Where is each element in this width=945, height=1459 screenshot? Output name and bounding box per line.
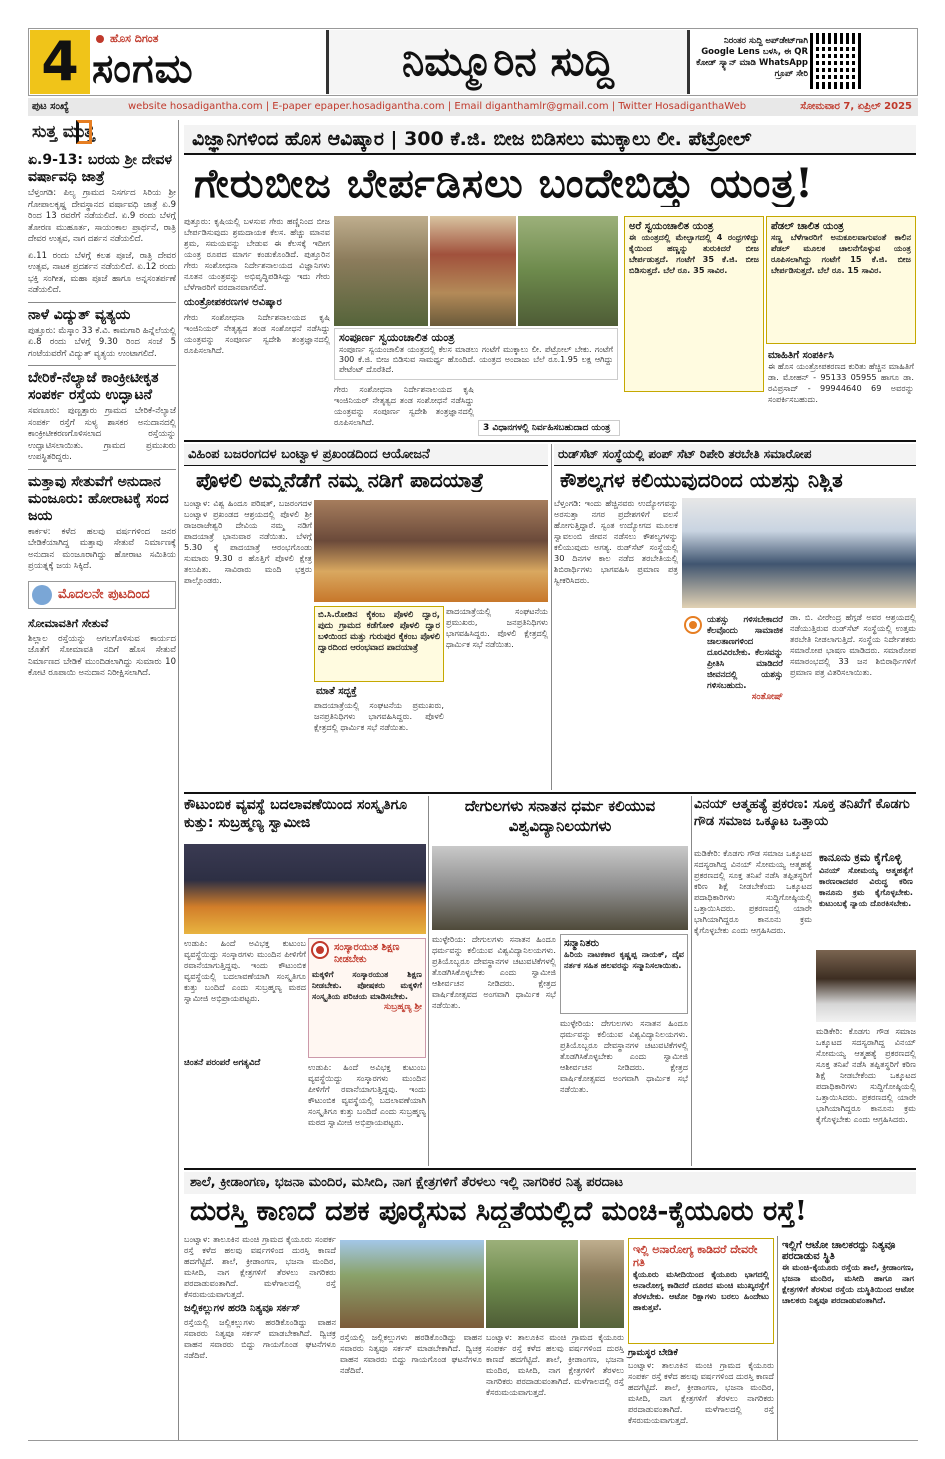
story4-quote-box [308, 938, 426, 1058]
story4-photo [184, 844, 426, 934]
left-column [28, 120, 176, 1440]
story7-photo-2 [486, 1240, 578, 1328]
story2-subhead: ಮಾತೆ ಸದ್ಭಕ್ತೆ [316, 686, 357, 697]
divider [28, 469, 176, 470]
left-headline-4: ಮತ್ತಾವು ಸೇತುವೆಗೆ ಅನುದಾನ ಮಂಜೂರು: ಹೋರಾಟಕ್ಕೆ ಸಂದ ಜಯ [28, 473, 169, 524]
story6-box-body: ವಿನಯ್ ಸೋಮಯ್ಯ ಆತ್ಮಹತ್ಯೆಗೆ ಕಾರಣರಾದವರ ವಿರುದ್ಧ ಕಠಿಣ ಕಾನೂನು ಕ್ರಮ ಕೈಗೊಳ್ಳಬೇಕು. ಕುಟುಂಬಕ್ಕೆ ನ್ಯಾಯ ದೊರಕಿಸಬೇಕು. [819, 865, 913, 908]
pedal-box [766, 216, 916, 344]
story7-kicker: ಶಾಲೆ, ಕ್ರೀಡಾಂಗಣ, ಭಜನಾ ಮಂದಿರ, ಮಸೀದಿ, ನಾಗ ಕ್ಷೇತ್ರಗಳಿಗೆ ತೆರಳಲು ಇಲ್ಲಿ ನಾಗರಿಕರ ನಿತ್ಯ ಪರದಾಟ [190, 1175, 623, 1190]
story7-kicker-bar [184, 1172, 916, 1194]
column-divider [551, 444, 552, 790]
story5-body-2: ಮುಳ್ಳೇರಿಯ: ದೇಗುಲಗಳು ಸನಾತನ ಹಿಂದೂ ಧರ್ಮವನ್ನು ಕಲಿಯುವ ವಿಶ್ವವಿದ್ಯಾನಿಲಯಗಳು. ಪ್ರತಿಯೊಬ್ಬರೂ ದೇವಸ್ಥಾನಗಳ ಚಟುವಟಿಕೆಗಳಲ್ಲಿ ತೊಡಗಿಸಿಕೊಳ್ಳಬೇಕು ಎಂದು ಸ್ವಾಮೀಜಿ ಆಶೀರ್ವಚನ ನೀಡಿದರು. ಕ್ಷೇತ್ರದ ವಾರ್ಷಿಕೋತ್ಸವದ ಅಂಗವಾಗಿ ಧಾರ್ಮಿಕ ಸಭೆ ನಡೆಯಿತು. [560, 1018, 688, 1094]
story7-body-1: ಬಂಟ್ವಾಳ: ತಾಲೂಕಿನ ಮಂಚಿ ಗ್ರಾಮದ ಕೈಯೂರು ಸಂಪರ್ಕ ರಸ್ತೆ ಕಳೆದ ಹಲವು ವರ್ಷಗಳಿಂದ ದುರಸ್ತಿ ಕಾಣದೆ ಹದಗೆಟ್ಟಿದೆ. ಶಾಲೆ, ಕ್ರೀಡಾಂಗಣ, ಭಜನಾ ಮಂದಿರ, ಮಸೀದಿ, ನಾಗ ಕ್ಷೇತ್ರಗಳಿಗೆ ತೆರಳಲು ನಾಗರಿಕರು ಪರದಾಡುವಂತಾಗಿದೆ. ಮಳೆಗಾಲದಲ್ಲಿ ರಸ್ತೆ ಕೆಸರುಮಯವಾಗುತ್ತದೆ. [184, 1234, 336, 1299]
lead-caption-title: ಸಂಪೂರ್ಣ ಸ್ವಯಂಚಾಲಿತ ಯಂತ್ರ [339, 331, 455, 344]
story7-headline: ದುರಸ್ತಿ ಕಾಣದೆ ದಶಕ ಪೂರೈಸುವ ಸಿದ್ಧತೆಯಲ್ಲಿದೆ ಮಂಚಿ-ಕೈಯೂರು ರಸ್ತೆ! [190, 1196, 807, 1227]
column-header [28, 120, 176, 148]
footer-rule [28, 1440, 918, 1441]
story3-group-photo [682, 498, 916, 608]
info-box [766, 348, 916, 438]
story5-body: ಮುಳ್ಳೇರಿಯ: ದೇಗುಲಗಳು ಸನಾತನ ಹಿಂದೂ ಧರ್ಮವನ್ನು ಕಲಿಯುವ ವಿಶ್ವವಿದ್ಯಾನಿಲಯಗಳು. ಪ್ರತಿಯೊಬ್ಬರೂ ದೇವಸ್ಥಾನಗಳ ಚಟುವಟಿಕೆಗಳಲ್ಲಿ ತೊಡಗಿಸಿಕೊಳ್ಳಬೇಕು ಎಂದು ಸ್ವಾಮೀಜಿ ಆಶೀರ್ವಚನ ನೀಡಿದರು. ಕ್ಷೇತ್ರದ ವಾರ್ಷಿಕೋತ್ಸವದ ಅಂಗವಾಗಿ ಧಾರ್ಮಿಕ ಸಭೆ ನಡೆಯಿತು. [432, 934, 556, 1010]
semi-auto-title: ಅರೆ ಸ್ವಯಂಚಾಲಿತ ಯಂತ್ರ [629, 221, 714, 232]
section-rule [184, 1168, 916, 1170]
left-headline-3: ಬೇರಿಕೆ-ನೆಲ್ಯಾಜೆ ಕಾಂಕ್ರೀಟೀಕೃತ ಸಂಪರ್ಕ ರಸ್ತೆಯ ಉದ್ಘಾಟನೆ [28, 370, 159, 403]
story4-quote-body: ಮಕ್ಕಳಿಗೆ ಸಂಸ್ಕಾರಯುತ ಶಿಕ್ಷಣ ನೀಡಬೇಕು. ಪೋಷಕರು ಮಕ್ಕಳಿಗೆ ಸಂಸ್ಕೃತಿಯ ಪರಿಚಯ ಮಾಡಿಸಬೇಕು. [312, 969, 422, 1001]
column-divider [428, 796, 429, 1166]
lead-kicker-bar [184, 125, 916, 155]
lead-photo-3 [518, 216, 618, 326]
left-headline-5: ಸೋಮಾವತಿಗೆ ಸೇತುವೆ [28, 616, 109, 630]
lead-side-caption: 3 ವಿಧಾನಗಳಲ್ಲಿ ನಿರ್ವಹಿಸಬಹುದಾದ ಯಂತ್ರ [478, 420, 620, 436]
lead-caption-box [334, 328, 618, 380]
story2-body: ಬಂಟ್ವಾಳ: ವಿಶ್ವ ಹಿಂದೂ ಪರಿಷತ್, ಬಜರಂಗದಳ ಬಂಟ್ವಾಳ ಪ್ರಖಂಡದ ಆಶ್ರಯದಲ್ಲಿ ಪೊಳಲಿ ಶ್ರೀ ರಾಜರಾಜೇಶ್ವರಿ ದೇವಿಯ ನಮ್ಮ ನಡಿಗೆ ಪಾದಯಾತ್ರೆ ಭಾನುವಾರ ನಡೆಯಿತು. ಬೆಳಗ್ಗೆ 5.30 ಕ್ಕೆ ಪಾದಯಾತ್ರೆ ಆರಂಭಗೊಂಡು ಸುಮಾರು 9.30 ರ ಹೊತ್ತಿಗೆ ಪೊಳಲಿ ಕ್ಷೇತ್ರ ತಲುಪಿತು. ಸಾವಿರಾರು ಮಂದಿ ಭಕ್ತರು ಪಾಲ್ಗೊಂಡರು. [184, 498, 312, 585]
left-para-2: ಏ.11 ರಂದು ಬೆಳಗ್ಗೆ ಕಲಶ ಪೂಜೆ, ರಾತ್ರಿ ದೇವರ ಉತ್ಸವ, ನಾಟಕ ಪ್ರದರ್ಶನ ನಡೆಯಲಿದೆ. ಏ.12 ರಂದು ಭಕ್ತಿ ಸಂಗೀತ, ಮಹಾ ಪೂಜೆ ಹಾಗೂ ಅನ್ನಸಂತರ್ಪಣೆ ನಡೆಯಲಿದೆ. [28, 250, 176, 295]
story3-body-2: ಡಾ. ಬಿ. ವೀರೇಂದ್ರ ಹೆಗ್ಗಡೆ ಅವರ ಆಶ್ರಯದಲ್ಲಿ ನಡೆಯುತ್ತಿರುವ ರುಡ್‌ಸೆಟ್ ಸಂಸ್ಥೆಯಲ್ಲಿ ಉತ್ತಮ ತರಬೇತಿ ನೀಡಲಾಗುತ್ತಿದೆ. ಸಂಸ್ಥೆಯ ನಿರ್ದೇಶಕರು ಸಮಾರೋಪ ಭಾಷಣ ಮಾಡಿದರು. ಸಮಾರೋಪ ಸಮಾರಂಭದಲ್ಲಿ 33 ಜನ ಶಿಬಿರಾರ್ಥಿಗಳಿಗೆ ಪ್ರಮಾಣ ಪತ್ರ ವಿತರಿಸಲಾಯಿತು. [790, 612, 916, 677]
section-title: ನಿಮ್ಮೂರಿನ ಸುದ್ದಿ [326, 30, 690, 94]
story3-headline: ಕೌಶಲ್ಯಗಳ ಕಲಿಯುವುದರಿಂದ ಯಶಸ್ಸು ನಿಶ್ಚಿತ [560, 468, 843, 492]
qr-note: ನಿರಂತರ ಸುದ್ದಿ ಅಪ್‌ಡೇಟ್‌ಗಾಗಿ Google Lens ಬಳಸಿ, ಈ QR ಕೋಡ್ ಸ್ಕ್ಯಾನ್ ಮಾಡಿ WhatsApp ಗ್ರೂಪ್ ಸೇರಿ [696, 36, 808, 79]
story5-honoree-title: ಸನ್ಮಾನಿತರು [564, 938, 600, 949]
brand-small: ಹೊಸ ದಿಗಂತ [110, 32, 159, 45]
lead-body-2: ಗೇರು ಸಂಶೋಧನಾ ನಿರ್ದೇಶನಾಲಯದ ಕೃಷಿ ಇಂಜಿನಿಯರ್ ನೇತೃತ್ವದ ತಂಡ ಸಂಶೋಧನೆ ನಡೆಸಿದ್ದು ಯಂತ್ರವನ್ನು ಸಂಪೂರ್ಣ ಸ್ವದೇಶಿ ತಂತ್ರಜ್ಞಾನದಲ್ಲಿ ರೂಪಿಸಲಾಗಿದೆ. [184, 312, 330, 355]
pedal-title: ಪೆಡಲ್ ಚಾಲಿತ ಯಂತ್ರ [771, 221, 844, 232]
story7-body [184, 1234, 336, 1438]
brand-name: ಸಂಗಮ [92, 46, 194, 92]
page-label: ಪುಟ ಸಂಖ್ಯೆ [32, 101, 69, 112]
brand-ring-icon [96, 35, 104, 43]
story2-photo [314, 500, 548, 602]
story3-kicker: ರುಡ್‌ಸೆಟ್ ಸಂಸ್ಥೆಯಲ್ಲಿ ಪಂಪ್ ಸೆಟ್ ರಿಪೇರಿ ತರಬೇತಿ ಸಮಾರೋಪ [558, 447, 812, 461]
left-para-5: ಕಾರ್ಕಳ: ಕಳೆದ ಹಲವು ವರ್ಷಗಳಿಂದ ಜನರ ಬೇಡಿಕೆಯಾಗಿದ್ದ ಮತ್ತಾವು ಸೇತುವೆ ನಿರ್ಮಾಣಕ್ಕೆ ಅನುದಾನ ಮಂಜೂರಾಗಿದ್ದು ಹೋರಾಟ ಸಮಿತಿಯ ಪ್ರಯತ್ನಕ್ಕೆ ಜಯ ಸಿಕ್ಕಿದೆ. [28, 526, 176, 571]
info-bar [28, 98, 918, 116]
left-para-3: ಪುತ್ತೂರು: ಮೆಸ್ಕಾಂ 33 ಕೆ.ವಿ. ಕಾಮಗಾರಿ ಹಿನ್ನೆಲೆಯಲ್ಲಿ ಏ.8 ರಂದು ಬೆಳಗ್ಗೆ 9.30 ರಿಂದ ಸಂಜೆ 5 ಗಂಟೆಯವರೆಗೆ ವಿದ್ಯುತ್ ವ್ಯತ್ಯಯ ಉಂಟಾಗಲಿದೆ. [28, 325, 176, 359]
left-para-6: ಶಿಲ್ಲಾಲ ರಸ್ತೆಯನ್ನು ಅಗಲಗೊಳಿಸುವ ಕಾರ್ಯದ ಜೊತೆಗೆ ಸೋಮಾವತಿ ನದಿಗೆ ಹೊಸ ಸೇತುವೆ ನಿರ್ಮಾಣದ ಬೇಡಿಕೆ ಮುಂದಿಡಲಾಗಿದ್ದು ಸುಮಾರು 10 ಕೋಟಿ ರೂಪಾಯಿ ಅನುದಾನ ನಿರೀಕ್ಷಿಸಲಾಗಿದೆ. [28, 633, 176, 678]
story7-box2-body: ಈ ಮಂಚಿ-ಕೈಯೂರು ರಸ್ತೆಯ ಶಾಲೆ, ಕ್ರೀಡಾಂಗಣ, ಭಜನಾ ಮಂದಿರ, ಮಸೀದಿ ಹಾಗೂ ನಾಗ ಕ್ಷೇತ್ರಗಳಿಗೆ ತೆರಳುವ ರಸ್ತೆಯ ದುಸ್ಥಿತಿಯಿಂದ ಆಟೋ ಚಾಲಕರು ನಿತ್ಯವೂ ಪರದಾಡುವಂತಾಗಿದೆ. [782, 1262, 914, 1305]
story3-quote-box [682, 612, 786, 752]
story4-body: ಉಡುಪಿ: ಹಿಂದೆ ಅವಿಭಕ್ತ ಕುಟುಂಬ ವ್ಯವಸ್ಥೆಯಿದ್ದು ಸಂಸ್ಕಾರಗಳು ಮುಂದಿನ ಪೀಳಿಗೆಗೆ ರವಾನೆಯಾಗುತ್ತಿದ್ದವು. ಇಂದು ಕೌಟುಂಬಿಕ ವ್ಯವಸ್ಥೆಯಲ್ಲಿ ಬದಲಾವಣೆಯಾಗಿ ಸಂಸ್ಕೃತಿಗೂ ಕುತ್ತು ಬಂದಿದೆ ಎಂದು ಸುಬ್ರಹ್ಮಣ್ಯ ಮಠದ ಸ್ವಾಮೀಜಿ ಅಭಿಪ್ರಾಯಪಟ್ಟರು. [184, 938, 306, 1003]
divider [28, 365, 176, 366]
left-para-4: ಸವಣೂರು: ಪುಣ್ಚತ್ತಾರು ಗ್ರಾಮದ ಬೇರಿಕೆ-ನೆಲ್ಯಾಜೆ ಸಂಪರ್ಕ ರಸ್ತೆಗೆ ಸುಳ್ಯ ಶಾಸಕರ ಅನುದಾನದಲ್ಲಿ ಕಾಂಕ್ರೀಟೀಕರಣಗೊಳಿಸಲಾದ ರಸ್ತೆಯನ್ನು ಉದ್ಘಾಟಿಸಲಾಯಿತು. ಗ್ರಾಮದ ಪ್ರಮುಖರು ಉಪಸ್ಥಿತರಿದ್ದರು. [28, 406, 176, 462]
lead-kicker: ವಿಜ್ಞಾನಿಗಳಿಂದ ಹೊಸ ಆವಿಷ್ಕಾರ | 300 ಕೆ.ಜಿ. ಬೀಜ ಬಿಡಿಸಲು ಮುಕ್ಕಾಲು ಲೀ. ಪೆಟ್ರೋಲ್ [192, 128, 752, 150]
column-divider [178, 120, 179, 1440]
story3-body: ಬೆಳ್ತಂಗಡಿ: ಇಂದು ಹೆಚ್ಚಿನವರು ಉದ್ಯೋಗವನ್ನು ಅರಸುತ್ತಾ ನಗರ ಪ್ರದೇಶಗಳಿಗೆ ವಲಸೆ ಹೋಗುತ್ತಿದ್ದಾರೆ. ಸ್ವಂತ ಉದ್ಯೋಗದ ಮೂಲಕ ಸ್ವಾವಲಂಬಿ ಜೀವನ ನಡೆಸಲು ಕೌಶಲ್ಯಗಳನ್ನು ಕಲಿಯುವುದು ಅಗತ್ಯ. ರುಡ್‌ಸೆಟ್ ಸಂಸ್ಥೆಯಲ್ಲಿ 30 ದಿನಗಳ ಕಾಲ ನಡೆದ ತರಬೇತಿಯಲ್ಲಿ ಶಿಬಿರಾರ್ಥಿಗಳು ಭಾಗವಹಿಸಿ ಪ್ರಮಾಣ ಪತ್ರ ಸ್ವೀಕರಿಸಿದರು. [554, 498, 678, 585]
story7-subhead-2: ಗ್ರಾಮಸ್ಥರ ಬೇಡಿಕೆ [628, 1348, 678, 1358]
info-title: ಮಾಹಿತಿಗೆ ಸಂಪರ್ಕಿಸಿ [768, 350, 834, 361]
story3-quote: ಯಶಸ್ಸು ಗಳಿಸಬೇಕಾದರೆ ಕೆಲವೊಂದು ಸಾಮಾಜಿಕ ಜಾಲತಾಣಗಳಿಂದ ದೂರವಿರಬೇಕು. ಕೆಲಸವನ್ನು ಪ್ರೀತಿಸಿ ಮಾಡಿದರೆ ಜೀವನದಲ್ಲಿ ಯಶಸ್ಸು ಗಳಿಸಬಹುದು. [707, 615, 783, 691]
door-icon [76, 120, 92, 144]
left-headline-1: ಏ.9-13: ಬರಯ ಶ್ರೀ ದೇವಳ ವರ್ಷಾವಧಿ ಜಾತ್ರೆ [28, 152, 173, 185]
story2-body-3: ಪಾದಯಾತ್ರೆಯಲ್ಲಿ ಸಂಘಟನೆಯ ಪ್ರಮುಖರು, ಜನಪ್ರತಿನಿಧಿಗಳು ಭಾಗವಹಿಸಿದ್ದರು. ಪೊಳಲಿ ಕ್ಷೇತ್ರದಲ್ಲಿ ಧಾರ್ಮಿಕ ಸಭೆ ನಡೆಯಿತು. [314, 700, 444, 732]
story7-body-3: ರಸ್ತೆಯಲ್ಲಿ ಜಲ್ಲಿಕಲ್ಲುಗಳು ಹರಡಿಕೊಂಡಿದ್ದು ವಾಹನ ಸವಾರರು ನಿತ್ಯವೂ ಸರ್ಕಸ್ ಮಾಡಬೇಕಾಗಿದೆ. ದ್ವಿಚಕ್ರ ವಾಹನ ಸವಾರರು ಬಿದ್ದು ಗಾಯಗೊಂಡ ಘಟನೆಗಳೂ ನಡೆದಿವೆ. [340, 1332, 482, 1375]
story5-headline: ದೇಗುಲಗಳು ಸನಾತನ ಧರ್ಮ ಕಲಿಯುವ ವಿಶ್ವವಿದ್ಯಾನಿಲಯಗಳು [464, 797, 656, 835]
story4-headline: ಕೌಟುಂಬಿಕ ವ್ಯವಸ್ಥೆ ಬದಲಾವಣೆಯಿಂದ ಸಂಸ್ಕೃತಿಗೂ ಕುತ್ತು: ಸುಬ್ರಹ್ಮಣ್ಯ ಸ್ವಾಮೀಜಿ [184, 797, 408, 831]
lead-body-1: ಪುತ್ತೂರು: ಕೃಷಿಯಲ್ಲಿ ಬಳಸುವ ಗೇರು ಹಣ್ಣಿನಿಂದ ಬೀಜ ಬೇರ್ಪಡಿಸುವುದು ಶ್ರಮದಾಯಕ ಕೆಲಸ. ಹೆಚ್ಚು ಮಾನವ ಶ್ರಮ, ಸಮಯವನ್ನು ಬೇಡುವ ಈ ಕೆಲಸಕ್ಕೆ ಇದೀಗ ಯಂತ್ರ ರೂಪದ ಮಾರ್ಗ ಕಂಡುಕೊಂಡಿದೆ. ಪುತ್ತೂರಿನ ಗೇರು ಸಂಶೋಧನಾ ನಿರ್ದೇಶನಾಲಯದ ವಿಜ್ಞಾನಿಗಳು ನೂತನ ಯಂತ್ರವನ್ನು ಅಭಿವೃದ್ಧಿಪಡಿಸಿದ್ದು ಇದು ಗೇರು ಬೆಳೆಗಾರರಿಗೆ ವರದಾನವಾಗಲಿದೆ. [184, 216, 330, 292]
story7-box-2 [780, 1238, 916, 1438]
story6-body: ಮಡಿಕೇರಿ: ಕೊಡಗು ಗೌಡ ಸಮಾಜ ಒಕ್ಕೂಟದ ಸದಸ್ಯರಾಗಿದ್ದ ವಿನಯ್ ಸೋಮಯ್ಯ ಆತ್ಮಹತ್ಯೆ ಪ್ರಕರಣದಲ್ಲಿ ಸೂಕ್ತ ತನಿಖೆ ನಡೆಸಿ ತಪ್ಪಿತಸ್ಥರಿಗೆ ಕಠಿಣ ಶಿಕ್ಷೆ ನೀಡಬೇಕೆಂದು ಒಕ್ಕೂಟದ ಪದಾಧಿಕಾರಿಗಳು ಸುದ್ದಿಗೋಷ್ಠಿಯಲ್ಲಿ ಒತ್ತಾಯಿಸಿದರು. ಪ್ರಕರಣದಲ್ಲಿ ಯಾರೇ ಭಾಗಿಯಾಗಿದ್ದರೂ ಕಾನೂನು ಕ್ರಮ ಕೈಗೊಳ್ಳಬೇಕು ಎಂದು ಆಗ್ರಹಿಸಿದರು. [694, 848, 812, 935]
column-divider [777, 1236, 778, 1440]
pedal-body: ಸಣ್ಣ ಬೆಳೆಗಾರರಿಗೆ ಅನುಕೂಲವಾಗುವಂತೆ ಕಾಲಿನ ಪೆಡಲ್ ಮೂಲಕ ಚಾಲನೆಗೊಳ್ಳುವ ಯಂತ್ರ ರೂಪಿಸಲಾಗಿದ್ದು ಗಂಟೆಗೆ 15 ಕೆ.ಜಿ. ಬೀಜ ಬೇರ್ಪಡಿಸುತ್ತದೆ. ಬೆಲೆ ರೂ. 15 ಸಾವಿರ. [771, 232, 911, 275]
qr-code-pattern [816, 40, 856, 82]
left-para-1: ಬೆಳ್ತಂಗಡಿ: ಪಿಲ್ಯ ಗ್ರಾಮದ ನಿಸರ್ಗದ ಸಿರಿಯ ಶ್ರೀ ಗೋಪಾಲಕೃಷ್ಣ ದೇವಸ್ಥಾನದ ವರ್ಷಾವಧಿ ಜಾತ್ರೆ ಏ.9 ರಿಂದ 13 ರವರೆಗೆ ನಡೆಯಲಿದೆ. ಏ.9 ರಂದು ಬೆಳಗ್ಗೆ ತೋರಣ ಮುಹೂರ್ತ, ಸಾಯಂಕಾಲ ಪ್ರಾರ್ಥನೆ, ರಾತ್ರಿ ದೇವರ ಉತ್ಸವ, ನಾಗ ದರ್ಶನ ನಡೆಯಲಿದೆ. [28, 188, 176, 244]
story4-quote-title: ಸಂಸ್ಕಾರಯುತ ಶಿಕ್ಷಣ ನೀಡಬೇಕು [334, 942, 400, 965]
page-number: 4 [30, 30, 90, 94]
story7-box1-body: ಕೈಯೂರು ಮಸೀದಿಯಿಂದ ಕೈಯೂರು ಭಾಗದಲ್ಲಿ ಅನಾರೋಗ್ಯ ಕಾಡಿದರೆ ದೂರದ ಮಂಚಿ ಮುಖ್ಯರಸ್ತೆಗೆ ತೆರಳಬೇಕು. ಆಟೋ ರಿಕ್ಷಾಗಳು ಬರಲು ಹಿಂದೇಟು ಹಾಕುತ್ತವೆ. [633, 1269, 769, 1312]
divider [28, 302, 176, 303]
story6-box [816, 848, 916, 948]
story7-photo-3 [580, 1240, 624, 1328]
story2-headline: ಪೊಳಲಿ ಅಮ್ಮನೆಡೆಗೆ ನಮ್ಮ ನಡಿಗೆ ಪಾದಯಾತ್ರೆ [196, 468, 484, 492]
column-title: ಸುತ್ತ ಮುತ್ತ [32, 122, 95, 142]
lead-headline: ಗೇರುಬೀಜ ಬೇರ್ಪಡಿಸಲು ಬಂದೇಬಿಡ್ತು ಯಂತ್ರ! [194, 160, 814, 207]
story3-quote-author: ಸಂತೋಷ್ [751, 692, 783, 702]
story2-body-2: ಪಾದಯಾತ್ರೆಯಲ್ಲಿ ಸಂಘಟನೆಯ ಪ್ರಮುಖರು, ಜನಪ್ರತಿನಿಧಿಗಳು ಭಾಗವಹಿಸಿದ್ದರು. ಪೊಳಲಿ ಕ್ಷೇತ್ರದಲ್ಲಿ ಧಾರ್ಮಿಕ ಸಭೆ ನಡೆಯಿತು. [446, 606, 548, 649]
story6-portrait [816, 950, 916, 1022]
story2-route-box [314, 606, 444, 682]
story2-route: ಬಿ.ಸಿ.ರೋಡಿನ ಕೈಕಂಬ ಪೊಳಲಿ ದ್ವಾರ, ಪುದು ಗ್ರಾಮದ ಕಡೆಗೋಳಿ ಪೊಳಲಿ ದ್ವಾರ ಬಳಿಯಿಂದ ಮತ್ತು ಗುರುಪುರ ಕೈಕಂಬ ಪೊಳಲಿ ದ್ವಾರದಿಂದ ಆರಂಭವಾದ ಪಾದಯಾತ್ರೆ [318, 610, 440, 653]
continued-title: ಮೊದಲನೇ ಪುಟದಿಂದ [58, 587, 150, 602]
quote-dot-icon [313, 943, 327, 957]
story5-honoree-box [560, 934, 688, 1014]
story4-body-2: ಉಡುಪಿ: ಹಿಂದೆ ಅವಿಭಕ್ತ ಕುಟುಂಬ ವ್ಯವಸ್ಥೆಯಿದ್ದು ಸಂಸ್ಕಾರಗಳು ಮುಂದಿನ ಪೀಳಿಗೆಗೆ ರವಾನೆಯಾಗುತ್ತಿದ್ದವು. ಇಂದು ಕೌಟುಂಬಿಕ ವ್ಯವಸ್ಥೆಯಲ್ಲಿ ಬದಲಾವಣೆಯಾಗಿ ಸಂಸ್ಕೃತಿಗೂ ಕುತ್ತು ಬಂದಿದೆ ಎಂದು ಸುಬ್ರಹ್ಮಣ್ಯ ಮಠದ ಸ್ವಾಮೀಜಿ ಅಭಿಪ್ರಾಯಪಟ್ಟರು. [308, 1062, 426, 1127]
left-headline-2: ನಾಳೆ ವಿದ್ಯುತ್ ವ್ಯತ್ಯಯ [28, 306, 131, 323]
semi-auto-body: ಈ ಯಂತ್ರದಲ್ಲಿ ಮೇಲ್ಭಾಗದಲ್ಲಿ 4 ರಂಧ್ರಗಳಿದ್ದು ಕೈಯಿಂದ ಹಣ್ಣನ್ನು ತುರುಕಿದರೆ ಬೀಜ ಬೇರ್ಪಡುತ್ತದೆ. ಗಂಟೆಗೆ 35 ಕೆ.ಜಿ. ಬೀಜ ಬಿಡಿಸುತ್ತದೆ. ಬೆಲೆ ರೂ. 35 ಸಾವಿರ. [629, 232, 759, 275]
story7-body-2: ರಸ್ತೆಯಲ್ಲಿ ಜಲ್ಲಿಕಲ್ಲುಗಳು ಹರಡಿಕೊಂಡಿದ್ದು ವಾಹನ ಸವಾರರು ನಿತ್ಯವೂ ಸರ್ಕಸ್ ಮಾಡಬೇಕಾಗಿದೆ. ದ್ವಿಚಕ್ರ ವಾಹನ ಸವಾರರು ಬಿದ್ದು ಗಾಯಗೊಂಡ ಘಟನೆಗಳೂ ನಡೆದಿವೆ. [184, 1317, 336, 1360]
story6-headline: ವಿನಯ್ ಆತ್ಮಹತ್ಯೆ ಪ್ರಕರಣ: ಸೂಕ್ತ ತನಿಖೆಗೆ ಕೊಡಗು ಗೌಡ ಸಮಾಜ ಒಕ್ಕೂಟ ಒತ್ತಾಯ [694, 797, 910, 829]
front-page-box [28, 581, 176, 609]
story5-photo [432, 846, 688, 930]
section-rule [184, 440, 916, 442]
quote-dot-icon [686, 618, 700, 632]
story7-box2-title: ಇಲ್ಲಿಗೆ ಆಟೋ ಚಾಲಕರದ್ದು ನಿತ್ಯವೂ ಪರದಾಡುವ ಸ್ಥಿತಿ [782, 1240, 896, 1262]
info-body: ಈ ಹೊಸ ಯಂತ್ರೋಪಕರಣದ ಕುರಿತು ಹೆಚ್ಚಿನ ಮಾಹಿತಿಗೆ ಡಾ. ಮೋಹನ್ - 95133 05955 ಹಾಗೂ ಡಾ. ರವಿಪ್ರಸಾದ್ - 99944640 69 ಅವರನ್ನು ಸಂಪರ್ಕಿಸಬಹುದು. [768, 361, 914, 404]
story2-kicker: ವಿಹಿಂಪ ಬಜರಂಗದಳ ಬಂಟ್ವಾಳ ಪ್ರಖಂಡದಿಂದ ಆಯೋಜನೆ [188, 447, 430, 462]
story5-honoree-body: ಹಿರಿಯ ನಾಟಕಕಾರ ಕೃಷ್ಣಪ್ಪ ನಾಯಕ್, ದೈವ ನರ್ತಕ ಸಹಿತ ಹಲವರನ್ನು ಸನ್ಮಾನಿಸಲಾಯಿತು. [564, 949, 684, 970]
contact-links[interactable]: website hosadigantha.com | E-paper epaper.hosadigantha.com | Email diganthamlr@gmail.com | Twitter HosadiganthaWeb [128, 101, 747, 112]
lead-continued: ಗೇರು ಸಂಶೋಧನಾ ನಿರ್ದೇಶನಾಲಯದ ಕೃಷಿ ಇಂಜಿನಿಯರ್ ನೇತೃತ್ವದ ತಂಡ ಸಂಶೋಧನೆ ನಡೆಸಿದ್ದು ಯಂತ್ರವನ್ನು ಸಂಪೂರ್ಣ ಸ್ವದೇಶಿ ತಂತ್ರಜ್ಞಾನದಲ್ಲಿ ರೂಪಿಸಲಾಗಿದೆ. [334, 384, 474, 427]
lead-caption-body: ಸಂಪೂರ್ಣ ಸ್ವಯಂಚಾಲಿತ ಯಂತ್ರದಲ್ಲಿ ಕೆಲಸ ಮಾಡಲು ಗಂಟೆಗೆ ಮುಕ್ಕಾಲು ಲೀ. ಪೆಟ್ರೋಲ್ ಬೇಕು. ಗಂಟೆಗೆ 300 ಕೆ.ಜಿ. ಬೀಜ ಬಿಡಿಸುವ ಸಾಮರ್ಥ್ಯ ಹೊಂದಿದೆ. ಯಂತ್ರದ ಅಂದಾಜು ಬೆಲೆ ರೂ.1.95 ಲಕ್ಷ ಆಗಿದ್ದು ಪೇಟೆಂಟ್ ದೊರೆತಿದೆ. [339, 345, 613, 374]
story7-subhead-1: ಜಲ್ಲಿಕಲ್ಲುಗಳ ಹರಡಿ ನಿತ್ಯವೂ ಸರ್ಕಸ್ [184, 1303, 300, 1314]
story2-kicker-bar [184, 444, 548, 466]
story6-body-2: ಮಡಿಕೇರಿ: ಕೊಡಗು ಗೌಡ ಸಮಾಜ ಒಕ್ಕೂಟದ ಸದಸ್ಯರಾಗಿದ್ದ ವಿನಯ್ ಸೋಮಯ್ಯ ಆತ್ಮಹತ್ಯೆ ಪ್ರಕರಣದಲ್ಲಿ ಸೂಕ್ತ ತನಿಖೆ ನಡೆಸಿ ತಪ್ಪಿತಸ್ಥರಿಗೆ ಕಠಿಣ ಶಿಕ್ಷೆ ನೀಡಬೇಕೆಂದು ಒಕ್ಕೂಟದ ಪದಾಧಿಕಾರಿಗಳು ಸುದ್ದಿಗೋಷ್ಠಿಯಲ್ಲಿ ಒತ್ತಾಯಿಸಿದರು. ಪ್ರಕರಣದಲ್ಲಿ ಯಾರೇ ಭಾಗಿಯಾಗಿದ್ದರೂ ಕಾನೂನು ಕ್ರಮ ಕೈಗೊಳ್ಳಬೇಕು ಎಂದು ಆಗ್ರಹಿಸಿದರು. [816, 1026, 916, 1124]
story6-box-title: ಕಾನೂನು ಕ್ರಮ ಕೈಗೊಳ್ಳಿ [819, 851, 902, 864]
lead-subhead: ಯಂತ್ರೋಪಕರಣಗಳ ಆವಿಷ್ಕಾರ [184, 297, 282, 308]
column-divider [691, 796, 692, 1166]
continued-icon [32, 585, 52, 605]
story7-box1-title: ಇಲ್ಲಿ ಅನಾರೋಗ್ಯ ಕಾಡಿದರೆ ದೇವರೇ ಗತಿ [633, 1243, 758, 1269]
story7-box-1 [628, 1238, 774, 1344]
story7-body-4: ಬಂಟ್ವಾಳ: ತಾಲೂಕಿನ ಮಂಚಿ ಗ್ರಾಮದ ಕೈಯೂರು ಸಂಪರ್ಕ ರಸ್ತೆ ಕಳೆದ ಹಲವು ವರ್ಷಗಳಿಂದ ದುರಸ್ತಿ ಕಾಣದೆ ಹದಗೆಟ್ಟಿದೆ. ಶಾಲೆ, ಕ್ರೀಡಾಂಗಣ, ಭಜನಾ ಮಂದಿರ, ಮಸೀದಿ, ನಾಗ ಕ್ಷೇತ್ರಗಳಿಗೆ ತೆರಳಲು ನಾಗರಿಕರು ಪರದಾಡುವಂತಾಗಿದೆ. ಮಳೆಗಾಲದಲ್ಲಿ ರಸ್ತೆ ಕೆಸರುಮಯವಾಗುತ್ತದೆ. [486, 1332, 624, 1397]
story4-subhead: ಚಿಂತನೆ ಪರಂಪರೆ ಅಗತ್ಯವಿದೆ [184, 1058, 261, 1068]
story3-kicker-bar [554, 444, 916, 466]
story4-quote-author: ಸುಬ್ರಹ್ಮಣ್ಯ ಶ್ರೀ [383, 1002, 422, 1012]
lead-photo-1 [334, 216, 428, 326]
section-rule [184, 792, 916, 794]
story7-body-5: ಬಂಟ್ವಾಳ: ತಾಲೂಕಿನ ಮಂಚಿ ಗ್ರಾಮದ ಕೈಯೂರು ಸಂಪರ್ಕ ರಸ್ತೆ ಕಳೆದ ಹಲವು ವರ್ಷಗಳಿಂದ ದುರಸ್ತಿ ಕಾಣದೆ ಹದಗೆಟ್ಟಿದೆ. ಶಾಲೆ, ಕ್ರೀಡಾಂಗಣ, ಭಜನಾ ಮಂದಿರ, ಮಸೀದಿ, ನಾಗ ಕ್ಷೇತ್ರಗಳಿಗೆ ತೆರಳಲು ನಾಗರಿಕರು ಪರದಾಡುವಂತಾಗಿದೆ. ಮಳೆಗಾಲದಲ್ಲಿ ರಸ್ತೆ ಕೆಸರುಮಯವಾಗುತ್ತದೆ. [628, 1360, 774, 1425]
semi-auto-box [624, 216, 764, 392]
story7-photo-1 [340, 1240, 484, 1328]
lead-photo-2 [430, 216, 516, 326]
issue-date: ಸೋಮವಾರ 7, ಏಪ್ರಿಲ್ 2025 [800, 101, 912, 112]
